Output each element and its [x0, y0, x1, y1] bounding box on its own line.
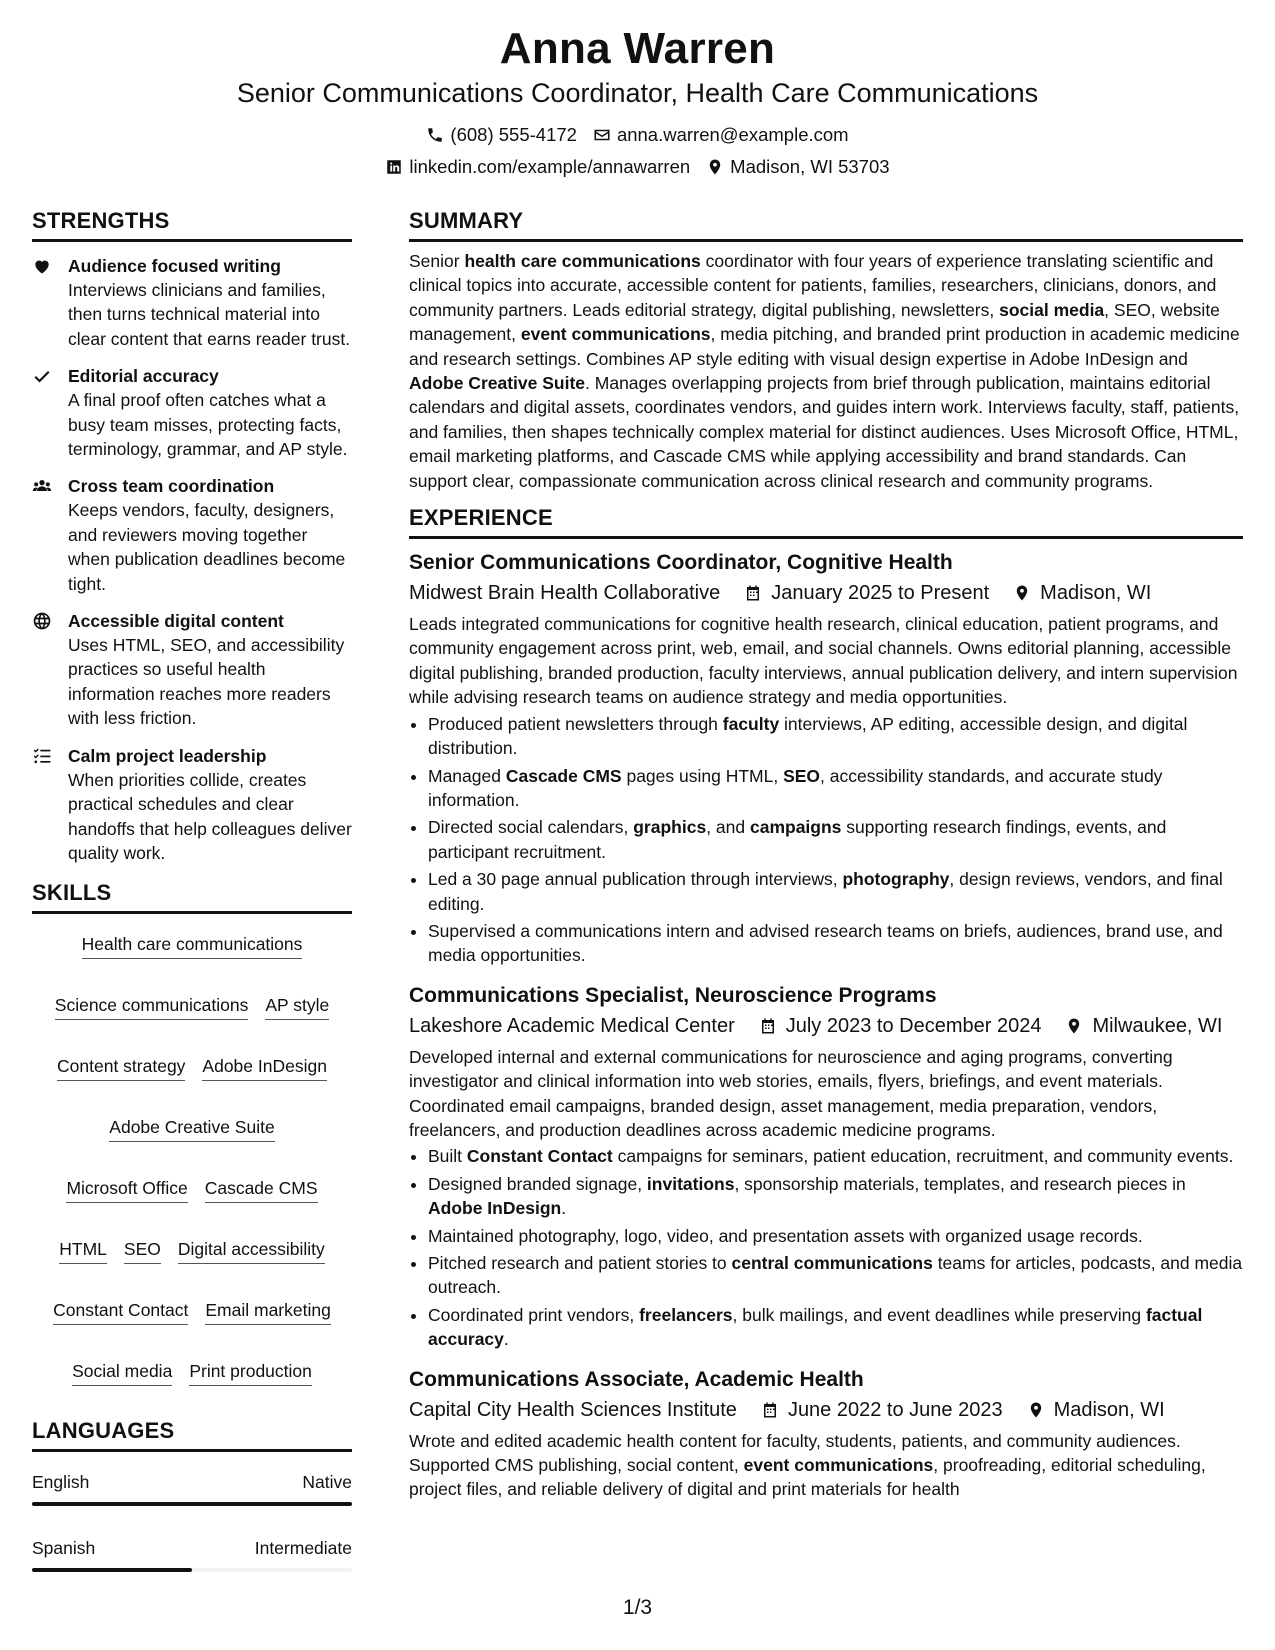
language-level: Intermediate: [254, 1538, 352, 1559]
map-pin-icon: [1013, 584, 1031, 602]
strength-desc: A final proof often catches what a busy team misses, protecting facts, terminology, grammar, and AP style.: [68, 390, 348, 460]
strength-title: Editorial accuracy: [68, 366, 219, 387]
phone-icon: [426, 126, 444, 144]
linkedin-contact[interactable]: [385, 156, 690, 178]
contact-row-1: [0, 124, 1275, 146]
language-proficiency-bar: [32, 1568, 352, 1572]
languages-heading: LANGUAGES: [32, 1418, 352, 1452]
linkedin-icon: [385, 158, 403, 176]
check-icon: [32, 366, 52, 386]
job-bullet: • Maintained photography, logo, video, and presentation assets with organized usage records.: [428, 1224, 1243, 1248]
job-location: Madison, WI: [1040, 582, 1152, 605]
email-text: anna.warren@example.com: [616, 124, 849, 145]
strength-item: [32, 364, 352, 461]
job-organization: Midwest Brain Health Collaborative: [409, 582, 721, 605]
heart-icon: [32, 256, 52, 276]
skill-tag: SEO: [124, 1237, 161, 1264]
language-proficiency-fill: [32, 1568, 192, 1572]
summary-heading: SUMMARY: [409, 208, 1243, 242]
job-bullet: • Produced patient newsletters through faculty interviews, AP editing, accessible design, and digital distribution.: [428, 712, 1243, 761]
job-dates: June 2022 to June 2023: [787, 1398, 1003, 1421]
globe-icon: [32, 611, 52, 631]
job-description: Developed internal and external communications for neuroscience and aging programs, converting investigator and clinical information into web stories, emails, flyers, briefings, and event materials. Coordinated email campaigns, branded design, asset management, media preparation, vendors, freelancers, and production deadlines across academic medicine programs.: [409, 1046, 1173, 1140]
candidate-role: Senior Communications Coordinator, Health Care Communications: [236, 78, 1039, 108]
strength-title: Cross team coordination: [68, 476, 275, 497]
job-dates: July 2023 to December 2024: [785, 1014, 1042, 1037]
language-level: Native: [302, 1472, 352, 1493]
job-bullet: • Pitched research and patient stories to central communications teams for articles, podcasts, and media outreach.: [428, 1251, 1243, 1300]
summary-text: Senior health care communications coordinator with four years of experience translating scientific and clinical topics into accurate, accessible content for patients, families, researchers, clinicians, donors, and community partners. Leads editorial strategy, digital publishing, newsletters, social media, SEO, website management, event communications, media pitching, and branded print production in academic medicine and research settings. Combines AP style editing with visual design expertise in Adobe InDesign and Adobe Creative Suite. Manages overlapping projects from brief through publication, maintains editorial calendars and digital assets, coordinates vendors, and guides intern work. Interviews faculty, staff, patients, and families, then shapes technically complex material for distinct audiences. Uses Microsoft Office, HTML, email marketing platforms, and Cascade CMS while applying accessibility and brand standards. Can support clear, compassionate communication across clinical research and community programs.: [409, 251, 1240, 491]
strength-item: [32, 744, 352, 866]
job-meta: [409, 1396, 1243, 1424]
page-number: 1/3: [622, 1596, 653, 1619]
job-bullet: • Directed social calendars, graphics, and campaigns supporting research findings, events, and participant recruitment.: [428, 815, 1243, 864]
location-contact: [706, 156, 889, 178]
job-meta: [409, 579, 1243, 607]
calendar-icon: [744, 584, 762, 602]
language-item: [32, 1536, 352, 1572]
strength-desc: Interviews clinicians and families, then turns technical material into clear content that earns reader trust.: [68, 280, 351, 349]
strength-title: Audience focused writing: [68, 256, 281, 276]
contact-row-2: [0, 156, 1275, 178]
skill-tag: Microsoft Office: [66, 1176, 187, 1203]
email-contact[interactable]: [593, 124, 849, 146]
job-bullets: [409, 712, 1243, 968]
job-entry: [409, 982, 1243, 1352]
job-bullet: • Led a 30 page annual publication through interviews, photography, design reviews, vendors, and final editing.: [428, 867, 1243, 916]
skills-heading: SKILLS: [32, 880, 352, 914]
job-bullets: [409, 1144, 1243, 1351]
map-pin-icon: [706, 158, 724, 176]
skill-tag: Adobe InDesign: [202, 1054, 327, 1081]
list-check-icon: [32, 746, 52, 766]
job-bullet: • Managed Cascade CMS pages using HTML, SEO, accessibility standards, and accurate study information.: [428, 764, 1243, 813]
skill-tag: Constant Contact: [53, 1298, 188, 1325]
skill-tag: AP style: [265, 993, 329, 1020]
job-organization: Lakeshore Academic Medical Center: [409, 1014, 735, 1037]
experience-heading: EXPERIENCE: [409, 505, 1243, 539]
job-description: Leads integrated communications for cognitive health research, clinical education, patient programs, and community engagement across print, web, email, and social channels. Owns editorial planning, accessible digital publishing, branded production, faculty interviews, annual publication delivery, and intern supervision while advising research teams on audience strategy and media opportunities.: [409, 614, 1238, 708]
skill-tag: Science communications: [55, 993, 249, 1020]
skill-tag: Social media: [72, 1359, 172, 1386]
calendar-icon: [759, 1017, 777, 1035]
job-bullet: • Built Constant Contact campaigns for seminars, patient education, recruitment, and community events.: [428, 1144, 1243, 1168]
strength-title: Calm project leadership: [68, 745, 267, 766]
job-location: Milwaukee, WI: [1092, 1014, 1223, 1037]
strengths-list: [32, 254, 352, 865]
strength-item: [32, 609, 352, 731]
job-description: Wrote and edited academic health content for faculty, students, patients, and community audiences. Supported CMS publishing, social content, event communications, proofreading, editorial scheduling, project files, and reliable delivery of digital and print materials for health: [409, 1430, 1206, 1500]
users-icon: [32, 476, 52, 496]
skill-tag: Digital accessibility: [178, 1237, 325, 1264]
job-title: Communications Specialist, Neuroscience Programs: [409, 983, 937, 1007]
skill-tag: HTML: [59, 1237, 107, 1264]
job-bullet: • Supervised a communications intern and advised research teams on briefs, audiences, brand use, and media opportunities.: [428, 919, 1243, 968]
language-proficiency-fill: [32, 1502, 352, 1506]
skill-tag: Health care communications: [82, 932, 303, 959]
map-pin-icon: [1065, 1017, 1083, 1035]
right-column: [409, 208, 1243, 1502]
strengths-heading: STRENGTHS: [32, 208, 352, 242]
job-bullet: • Designed branded signage, invitations, sponsorship materials, templates, and research pieces in Adobe InDesign.: [428, 1172, 1243, 1221]
job-title: Senior Communications Coordinator, Cognitive Health: [409, 551, 953, 575]
linkedin-text: linkedin.com/example/annawarren: [409, 156, 691, 177]
language-name: Spanish: [32, 1538, 96, 1559]
job-dates: January 2025 to Present: [771, 582, 990, 605]
skill-tag: Email marketing: [205, 1298, 330, 1325]
phone-contact: [426, 124, 577, 146]
job-organization: Capital City Health Sciences Institute: [409, 1398, 737, 1421]
envelope-icon: [593, 126, 611, 144]
strength-item: [32, 474, 352, 596]
job-meta: [409, 1012, 1243, 1040]
phone-text: (608) 555-4172: [450, 124, 577, 145]
skill-tag: Cascade CMS: [205, 1176, 318, 1203]
strength-desc: When priorities collide, creates practical schedules and clear handoffs that help colleagues deliver quality work.: [68, 769, 352, 863]
skill-tag: Content strategy: [57, 1054, 185, 1081]
language-proficiency-bar: [32, 1502, 352, 1506]
job-entry: [409, 549, 1243, 968]
map-pin-icon: [1027, 1401, 1045, 1419]
resume-header: [0, 22, 1275, 178]
skill-tag: Adobe Creative Suite: [109, 1115, 274, 1142]
language-name: English: [32, 1472, 90, 1493]
language-item: [32, 1470, 352, 1506]
location-text: Madison, WI 53703: [730, 156, 890, 177]
strength-desc: Keeps vendors, faculty, designers, and reviewers moving together when publication deadlines become tight.: [68, 500, 346, 594]
job-title: Communications Associate, Academic Health: [409, 1367, 864, 1391]
job-bullet: • Coordinated print vendors, freelancers, bulk mailings, and event deadlines while preserving factual accuracy.: [428, 1303, 1243, 1352]
calendar-icon: [761, 1401, 779, 1419]
skill-tag: Print production: [189, 1359, 312, 1386]
skills-list: [32, 932, 352, 1386]
job-location: Madison, WI: [1053, 1398, 1165, 1421]
strength-desc: Uses HTML, SEO, and accessibility practices so useful health information reaches more readers with less friction.: [68, 635, 345, 729]
strength-title: Accessible digital content: [68, 611, 284, 632]
job-entry: [409, 1366, 1243, 1502]
left-column: [32, 208, 352, 1572]
strength-item: [32, 254, 352, 351]
candidate-name: Anna Warren: [499, 24, 776, 73]
